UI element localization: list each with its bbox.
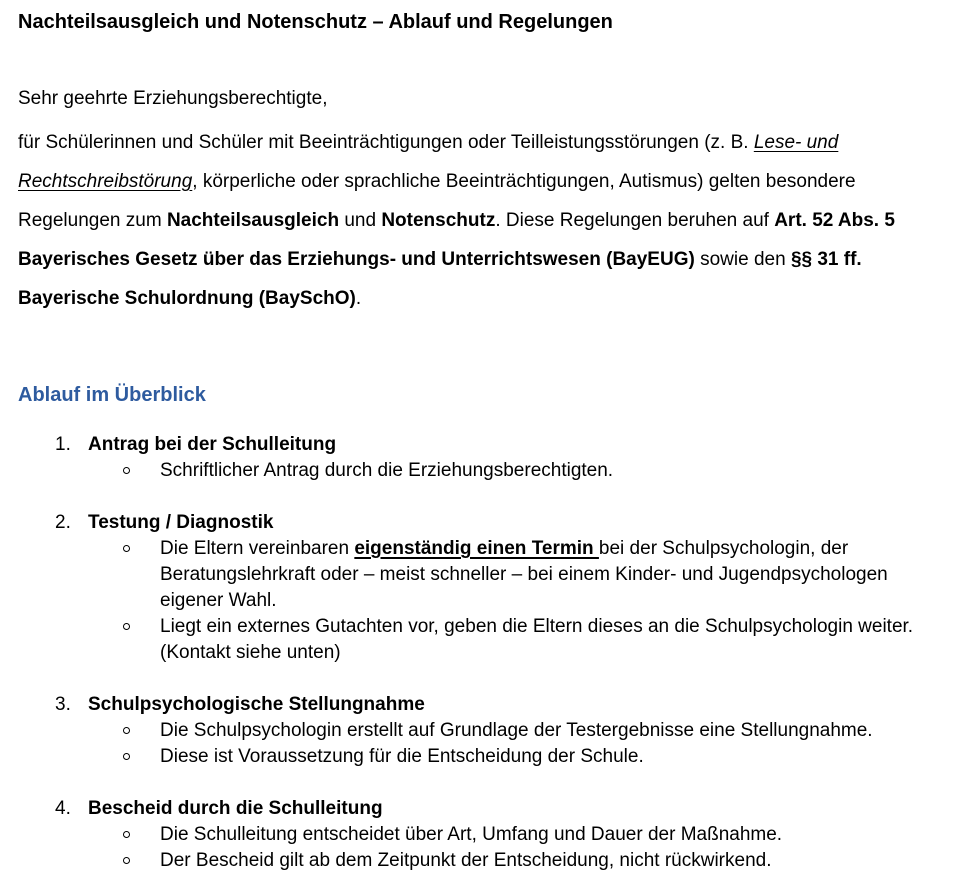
step-title: Antrag bei der Schulleitung: [88, 434, 337, 455]
bullet-text: Die Schulpsychologin erstellt auf Grundlage der Testergebnisse eine Stellungnahme.: [160, 720, 873, 741]
step-number: 4.: [55, 798, 71, 819]
bullet-item: [55, 614, 948, 666]
bullet-item: [55, 822, 948, 848]
bullet-item: [55, 848, 948, 874]
bullet-item: [55, 536, 948, 614]
intro-paragraph: für Schülerinnen und Schüler mit Beeinträchtigungen oder Teilleistungsstörungen (z. B. Lese- und Rechtschreibstörung, körperliche oder sprachliche Beeinträchtigungen, Autismus) gelten besondere Regelungen zum Nachteilsausgleich und Notenschutz. Diese Regelungen beruhen auf Art. 52 Abs. 5 Bayerisches Gesetz über das Erziehungs- und Unterrichtswesen (BayEUG) sowie den §§ 31 ff. Bayerische Schulordnung (BaySchO).: [18, 132, 895, 309]
bullet-text: Der Bescheid gilt ab dem Zeitpunkt der Entscheidung, nicht rückwirkend.: [160, 850, 772, 871]
circle-bullet-icon: [123, 545, 130, 552]
bullet-item: [55, 718, 948, 744]
step-item-4: [18, 796, 948, 874]
step-title: Schulpsychologische Stellungnahme: [88, 694, 425, 715]
circle-bullet-icon: [123, 753, 130, 760]
bullet-text: Die Schulleitung entscheidet über Art, Umfang und Dauer der Maßnahme.: [160, 824, 783, 845]
bullet-text: Die Eltern vereinbaren eigenständig einen Termin bei der Schulpsychologin, der Beratungslehrkraft oder – meist schneller – bei einem Kinder- und Jugendpsychologen eigener Wahl.: [160, 538, 888, 611]
step-heading: [55, 692, 948, 718]
circle-bullet-icon: [123, 467, 130, 474]
circle-bullet-icon: [123, 857, 130, 864]
section-heading: Ablauf im Überblick: [18, 384, 206, 406]
step-item-2: [18, 510, 948, 666]
step-title: Testung / Diagnostik: [88, 512, 274, 533]
bullet-text: Schriftlicher Antrag durch die Erziehungsberechtigten.: [160, 460, 614, 481]
circle-bullet-icon: [123, 623, 130, 630]
bullet-text: Liegt ein externes Gutachten vor, geben die Eltern dieses an die Schulpsychologin weiter. (Kontakt siehe unten): [160, 616, 914, 663]
bullet-item: [55, 458, 948, 484]
step-number: 3.: [55, 694, 71, 715]
circle-bullet-icon: [123, 727, 130, 734]
bullet-item: [55, 744, 948, 770]
greeting-line: Sehr geehrte Erziehungsberechtigte,: [18, 88, 328, 109]
steps-list: [18, 432, 948, 874]
step-number: 1.: [55, 434, 71, 455]
document-title: Nachteilsausgleich und Notenschutz – Ablauf und Regelungen: [18, 11, 613, 33]
bullet-text: Diese ist Voraussetzung für die Entscheidung der Schule.: [160, 746, 644, 767]
step-heading: [55, 510, 948, 536]
step-heading: [55, 432, 948, 458]
circle-bullet-icon: [123, 831, 130, 838]
step-title: Bescheid durch die Schulleitung: [88, 798, 383, 819]
step-item-3: [18, 692, 948, 770]
step-number: 2.: [55, 512, 71, 533]
step-heading: [55, 796, 948, 822]
step-item-1: [18, 432, 948, 484]
